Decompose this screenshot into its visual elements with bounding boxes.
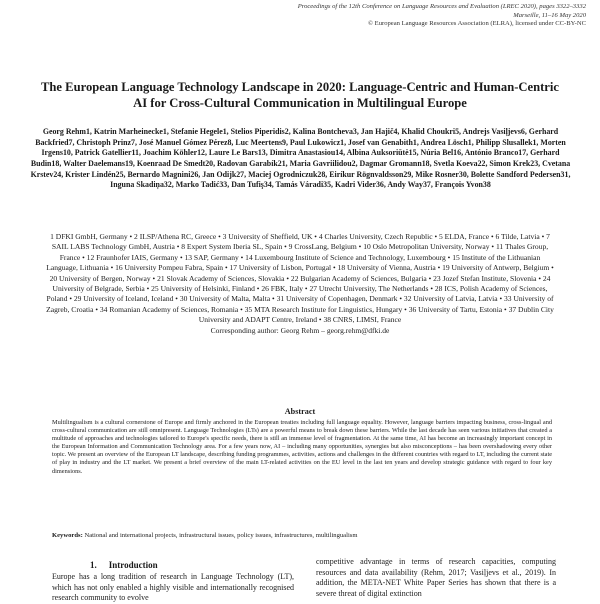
section-title: Introduction xyxy=(108,560,158,570)
license-line: © European Language Resources Association (ELRA), licensed under CC-BY-NC xyxy=(368,20,586,28)
keywords-text: National and international projects, infrastructural issues, policy issues, infrastructures, multilingualism xyxy=(84,532,358,539)
body-column-right: competitive advantage in terms of research capacities, computing resources and data availability (Rehm, 2017; Vasiļjevs et al., 2019). In addition, the META-NET White Paper Series has shown that there is a severe threat of digital extinction xyxy=(316,557,556,598)
keywords-label: Keywords: xyxy=(52,532,83,539)
section-heading xyxy=(90,560,270,570)
affiliation-list: 1 DFKI GmbH, Germany • 2 ILSP/Athena RC, Greece • 3 University of Sheffield, UK • 4 Charles University, Czech Republic • 5 ELDA, France • 6 Tilde, Latvia • 7 SAIL LABS Technology GmbH, Austria • 8 Expert System Iberia SL, Spain • 9 CrossLang, Belgium • 10 Oslo Metropolitan University, Norway • 11 Thales Group, France • 12 Fraunhofer IAIS, Germany • 13 SAP, Germany • 14 Luxembourg Institute of Science and Technology, Luxembourg • 15 Institute of the Lithuanian Language, Lithuania • 16 University Pompeu Fabra, Spain • 17 University of Lisbon, Portugal • 18 University of Vienna, Austria • 19 University of Antwerp, Belgium • 20 University of Bergen, Norway • 21 Slovak Academy of Sciences, Slovakia • 22 Bulgarian Academy of Sciences, Bulgaria • 23 Jozef Stefan Institute, Slovenia • 24 University of Belgrade, Serbia • 25 University of Helsinki, Finland • 26 FBK, Italy • 27 Utrecht University, The Netherlands • 28 ICS, Polish Academy of Sciences, Poland • 29 University of Iceland, Iceland • 30 University of Malta, Malta • 31 University of Copenhagen, Denmark • 32 University of Latvia, Latvia • 33 University of Zagreb, Croatia • 34 Romanian Academy of Sciences, Romania • 35 MTA Research Institute for Linguistics, Hungary • 36 University of Tartu, Estonia • 37 Dublin City University and ADAPT Centre, Ireland • 38 CNRS, LIMSI, France xyxy=(46,232,554,325)
conference-location-line: Marseille, 11–16 May 2020 xyxy=(513,11,586,19)
paper-title: The European Language Technology Landscape in 2020: Language-Centric and Human-Centric AI for Cross-Cultural Communication in Multilingual Europe xyxy=(41,80,559,110)
keywords-line xyxy=(52,532,552,539)
affiliations-block xyxy=(44,232,556,336)
author-list: Georg Rehm1, Katrin Marheinecke1, Stefanie Hegele1, Stelios Piperidis2, Kalina Bontcheva3, Jan Hajič4, Khalid Choukri5, Andrejs Vasiļjevs6, Gerhard Backfried7, Christoph Prinz7, José Manuel Gómez Pérez8, Luc Meertens9, Paul Lukowicz1, Josef van Genabith1, Andrea Lösch1, Philipp Slusallek1, Morten Irgens10, Patrick Gatellier11, Joachim Köhler12, Laure Le Bars13, Dimitra Anastasiou14, Albina Auksoriūtė15, Núria Bel16, António Branco17, Gerhard Budin18, Walter Daelemans19, Koenraad De Smedt20, Radovan Garabík21, Maria Gavriilidou2, Dagmar Gromann18, Svetla Koeva22, Simon Krek23, Cvetana Krstev24, Krister Lindén25, Bernardo Magnini26, Jan Odijk27, Maciej Ogrodniczuk28, Eiríkur Rögnvaldsson29, Mike Rosner30, Bolette Sandford Pedersen31, Inguna Skadiņa32, Marko Tadić33, Dan Tufiş34, Tamás Váradi35, Kadri Vider36, Andy Way37, François Yvon38 xyxy=(30,127,571,190)
proceedings-header xyxy=(256,3,586,29)
body-column-left: Europe has a long tradition of research in Language Technology (LT), which has not only enabled a highly visible and internationally recognised research community to evolve xyxy=(52,572,294,603)
section-number: 1. xyxy=(90,560,97,570)
abstract-text: Multilingualism is a cultural cornerstone of Europe and firmly anchored in the European treaties including full language equality. However, language barriers impacting business, cross-lingual and cross-cultural communication are still omnipresent. Language Technologies (LTs) are a powerful means to break down these barriers. While the last decade has seen various initiatives that created a multitude of approaches and technologies tailored to Europe's specific needs, there is still an immense level of fragmentation. At the same time, AI has become an increasingly important concept in the European Information and Communication Technology area. For a few years now, AI – including many opportunities, synergies but also misconceptions – has been overshadowing every other topic. We present an overview of the European LT landscape, describing funding programmes, activities, actions and challenges in the different countries with regard to LT, including the current state of play in industry and the LT market. We present a brief overview of the main LT-related activities on the EU level in the last ten years and develop strategic guidance with regard to four key dimensions. xyxy=(52,419,552,475)
abstract-heading: Abstract xyxy=(284,407,316,416)
corresponding-author: Corresponding author: Georg Rehm – georg.rehm@dfki.de xyxy=(210,325,390,335)
proceedings-line: Proceedings of the 12th Conference on Language Resources and Evaluation (LREC 2020), pages 3322–3332 xyxy=(297,3,586,10)
